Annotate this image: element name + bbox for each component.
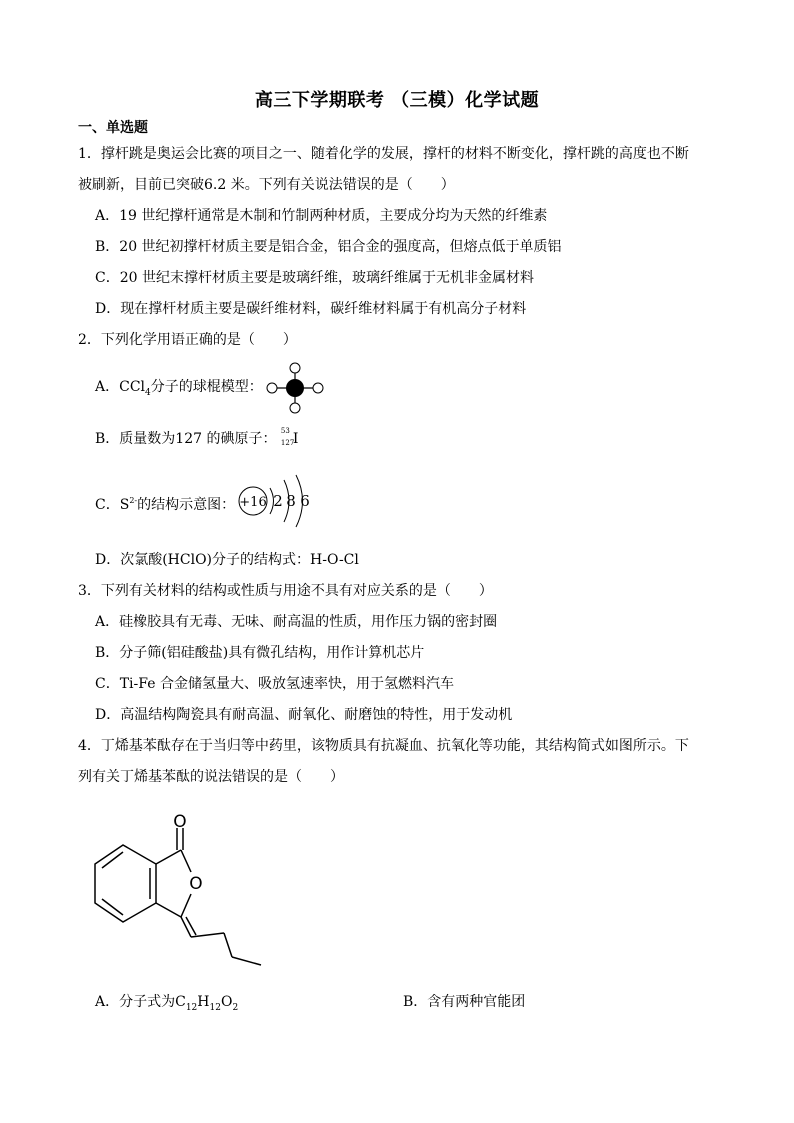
iodine-symbol: I	[292, 431, 299, 447]
q4-option-b: B．含有两种官能团	[403, 994, 526, 1010]
q1-option-c: C．20 世纪末撑杆材质主要是玻璃纤维，玻璃纤维属于无机非金属材料	[95, 270, 534, 286]
q4-a-o: O	[220, 994, 233, 1010]
ring-oxygen: O	[189, 874, 203, 894]
q2-stem: 2．下列化学用语正确的是（ ）	[78, 332, 297, 348]
q2-option-b	[95, 427, 299, 448]
atomic-number: 53	[280, 427, 290, 435]
q1-stem-line2: 被刷新，目前已突破6.2 米。下列有关说法错误的是（ ）	[78, 177, 455, 193]
q2-c-prefix: C．S	[95, 497, 130, 513]
shell-1-electrons: 2	[273, 492, 283, 510]
page-title: 高三下学期联考 （三模）化学试题	[254, 90, 540, 111]
q4-a-prefix: A．分子式为C	[95, 994, 186, 1010]
sulfide-ion-structure-diagram	[234, 472, 324, 534]
q4-a-sub3: 2	[232, 1003, 239, 1013]
shell-2-electrons: 8	[286, 492, 296, 510]
iodine-nuclide-numbers	[280, 427, 295, 448]
butylidenephthalide-structure	[90, 800, 270, 975]
q2-c-charge: 2-	[129, 496, 138, 505]
q3-option-d: D．高温结构陶瓷具有耐高温、耐氧化、耐磨蚀的特性，用于发动机	[95, 707, 513, 723]
q4-a-sub2: 12	[209, 1003, 221, 1013]
q4-a-h: H	[197, 994, 210, 1010]
q4-a-sub1: 12	[185, 1003, 198, 1013]
q2-a-prefix: A．CCl	[95, 379, 146, 395]
q2-a-subscript: 4	[145, 388, 151, 398]
q2-option-c	[95, 492, 235, 514]
q1-option-d: D．现在撑杆材质主要是碳纤维材料，碳纤维材料属于有机高分子材料	[95, 301, 527, 317]
q3-option-b: B．分子筛(铝硅酸盐)具有微孔结构，用作计算机芯片	[95, 645, 425, 661]
section-heading: 一、单选题	[78, 120, 148, 136]
q4-stem-line1: 4．丁烯基苯酞存在于当归等中药里，该物质具有抗凝血、抗氧化等功能，其结构简式如图所示。下	[78, 738, 689, 754]
q2-a-suffix: 分子的球棍模型：	[150, 379, 263, 395]
q2-c-suffix: 的结构示意图：	[137, 497, 236, 513]
q2-option-d: D．次氯酸(HClO)分子的结构式：H-O-Cl	[95, 552, 359, 568]
q3-option-a: A．硅橡胶具有无毒、无味、耐高温的性质，用作压力锅的密封圈	[95, 614, 498, 630]
q2-option-a	[95, 378, 263, 402]
q1-option-a: A．19 世纪撑杆通常是木制和竹制两种材质，主要成分均为天然的纤维素	[95, 208, 548, 224]
q3-stem: 3．下列有关材料的结构或性质与用途不具有对应关系的是（ ）	[78, 583, 493, 599]
nucleus-charge: +16	[239, 495, 267, 510]
q4-option-a	[95, 993, 238, 1017]
carbonyl-oxygen: O	[173, 812, 187, 832]
q1-stem-line1: 1．撑杆跳是奥运会比赛的项目之一、随着化学的发展，撑杆的材料不断变化，撑杆跳的高度也不断	[78, 146, 689, 162]
ccl4-ball-stick-model	[264, 362, 326, 414]
shell-3-electrons: 6	[300, 492, 310, 510]
mass-number: 127	[280, 439, 295, 447]
q2-b-text: B．质量数为127 的碘原子：	[95, 431, 277, 447]
q3-option-c: C．Ti-Fe 合金储氢量大、吸放氢速率快，用于氢燃料汽车	[95, 676, 454, 692]
q4-stem-line2: 列有关丁烯基苯酞的说法错误的是（ ）	[78, 769, 344, 785]
q1-option-b: B．20 世纪初撑杆材质主要是铝合金，铝合金的强度高，但熔点低于单质铝	[95, 239, 562, 255]
